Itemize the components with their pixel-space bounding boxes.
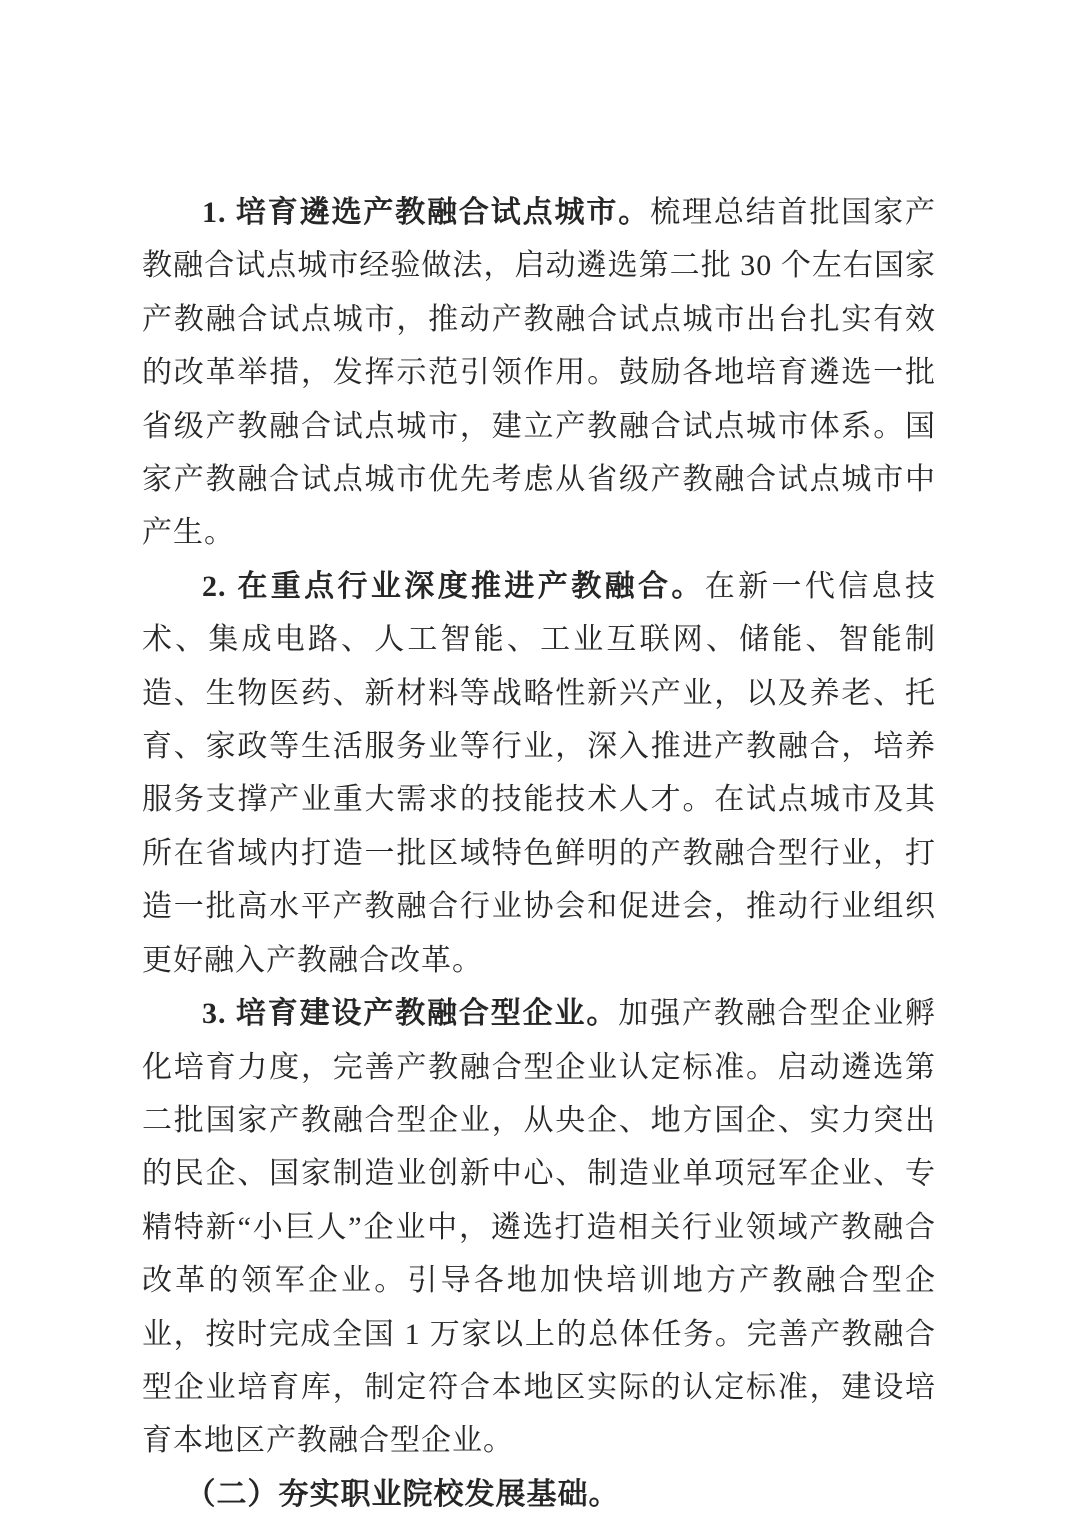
section-heading: [142, 1468, 936, 1521]
paragraph-1: [142, 186, 936, 560]
paragraph-2-text: 在新一代信息技术、集成电路、人工智能、工业互联网、储能、智能制造、生物医药、新材料等战略性新兴产业，以及养老、托育、家政等生活服务业等行业，深入推进产教融合，培养服务支撑产业重大需求的技能技术人才。在试点城市及其所在省域内打造一批区域特色鲜明的产教融合型行业，打造一批高水平产教融合行业协会和促进会，推动行业组织更好融入产教融合改革。: [142, 569, 937, 977]
paragraph-2: [142, 560, 936, 987]
paragraph-3-text: 加强产教融合型企业孵化培育力度，完善产教融合型企业认定标准。启动遴选第二批国家产教融合型企业，从央企、地方国企、实力突出的民企、国家制造业创新中心、制造业单项冠军企业、专精特新“小巨人”企业中，遴选打造相关行业领域产教融合改革的领军企业。引导各地加快培训地方产教融合型企业，按时完成全国 1 万家以上的总体任务。完善产教融合型企业培育库，制定符合本地区实际的认定标准，建设培育本地区产教融合型企业。: [142, 997, 937, 1458]
paragraph-3-lead: 3. 培育建设产教融合型企业。: [202, 997, 619, 1031]
document-body: [142, 186, 936, 1521]
paragraph-2-lead: 2. 在重点行业深度推进产教融合。: [202, 569, 705, 603]
paragraph-1-text: 梳理总结首批国家产教融合试点城市经验做法，启动遴选第二批 30 个左右国家产教融合试点城市，推动产教融合试点城市出台扎实有效的改革举措，发挥示范引领作用。鼓励各地培育遴选一批省级产教融合试点城市，建立产教融合试点城市体系。国家产教融合试点城市优先考虑从省级产教融合试点城市中产生。: [142, 196, 937, 550]
paragraph-3: [142, 987, 936, 1468]
paragraph-1-lead: 1. 培育遴选产教融合试点城市。: [202, 196, 651, 229]
section-heading-lead: （二）夯实职业院校发展基础。: [185, 1477, 620, 1511]
